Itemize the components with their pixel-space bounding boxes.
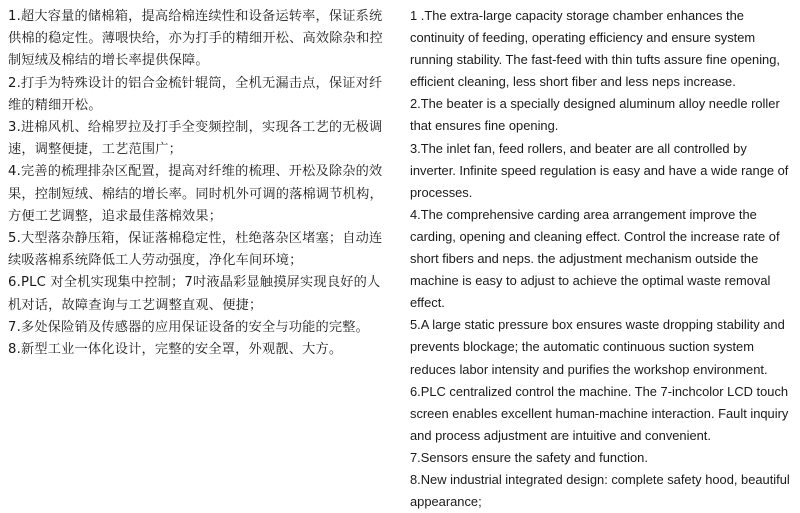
english-feature-5: 5.A large static pressure box ensures waste dropping stability and prevents blockage; the automatic continuous suction system reduces labor intensity and purifies the workshop environment. [410,317,785,377]
chinese-feature-list [8,6,390,361]
chinese-feature-3: 3.进棉风机、给棉罗拉及打手全变频控制，实现各工艺的无极调速，调整便捷，工艺范围广； [8,120,383,158]
english-feature-8: 8.New industrial integrated design: complete safety hood, beautiful appearance; [410,471,790,510]
english-feature-4: 4.The comprehensive carding area arrangement improve the carding, opening and cleaning effect. Control the increase rate of short fibers and neps. the adjustment mechanism outside the machine is easy to adjust to achieve the optimal waste removal effect. [410,206,780,311]
english-feature-7: 7.Sensors ensure the safety and function. [410,449,648,465]
english-feature-1: 1 .The extra-large capacity storage chamber enhances the continuity of feeding, operating efficiency and ensure system running stability. The fast-feed with thin tufts assure fine opening, efficient cleaning, less short fiber and less neps increase. [410,8,780,90]
chinese-feature-4: 4.完善的梳理排杂区配置，提高对纤维的梳理、开松及除杂的效果，控制短绒、棉结的增长率。同时机外可调的落棉调节机构，方便工艺调整，追求最佳落棉效果； [8,164,383,224]
english-feature-list [410,5,795,513]
english-feature-6: 6.PLC centralized control the machine. The 7-inchcolor LCD touch screen enables excellent human-machine interaction. Fault inquiry and process adjustment are intuitive and convenient. [410,383,789,443]
chinese-feature-6: 6.PLC 对全机实现集中控制；7吋液晶彩显触摸屏实现良好的人机对话，故障查询与工艺调整直观、便捷； [8,275,381,313]
chinese-feature-8: 8.新型工业一体化设计，完整的安全罩，外观靓、大方。 [8,342,343,358]
english-feature-2: 2.The beater is a specially designed aluminum alloy needle roller that ensures fine opening. [410,96,780,134]
english-feature-3: 3.The inlet fan, feed rollers, and beater are all controlled by inverter. Infinite speed regulation is easy and have a wide range of processes. [410,140,789,200]
chinese-feature-2: 2.打手为特殊设计的铝合金梳针辊筒，全机无漏击点，保证对纤维的精细开松。 [8,75,383,113]
chinese-feature-7: 7.多处保险销及传感器的应用保证设备的安全与功能的完整。 [8,319,370,335]
chinese-feature-1: 1.超大容量的储棉箱，提高给棉连续性和设备运转率，保证系统供棉的稳定性。薄喂快给，亦为打手的精细开松、高效除杂和控制短绒及棉结的增长率提供保障。 [8,9,383,69]
chinese-feature-5: 5.大型落杂静压箱，保证落棉稳定性，杜绝落杂区堵塞；自动连续吸落棉系统降低工人劳动强度，净化车间环境； [8,231,383,269]
